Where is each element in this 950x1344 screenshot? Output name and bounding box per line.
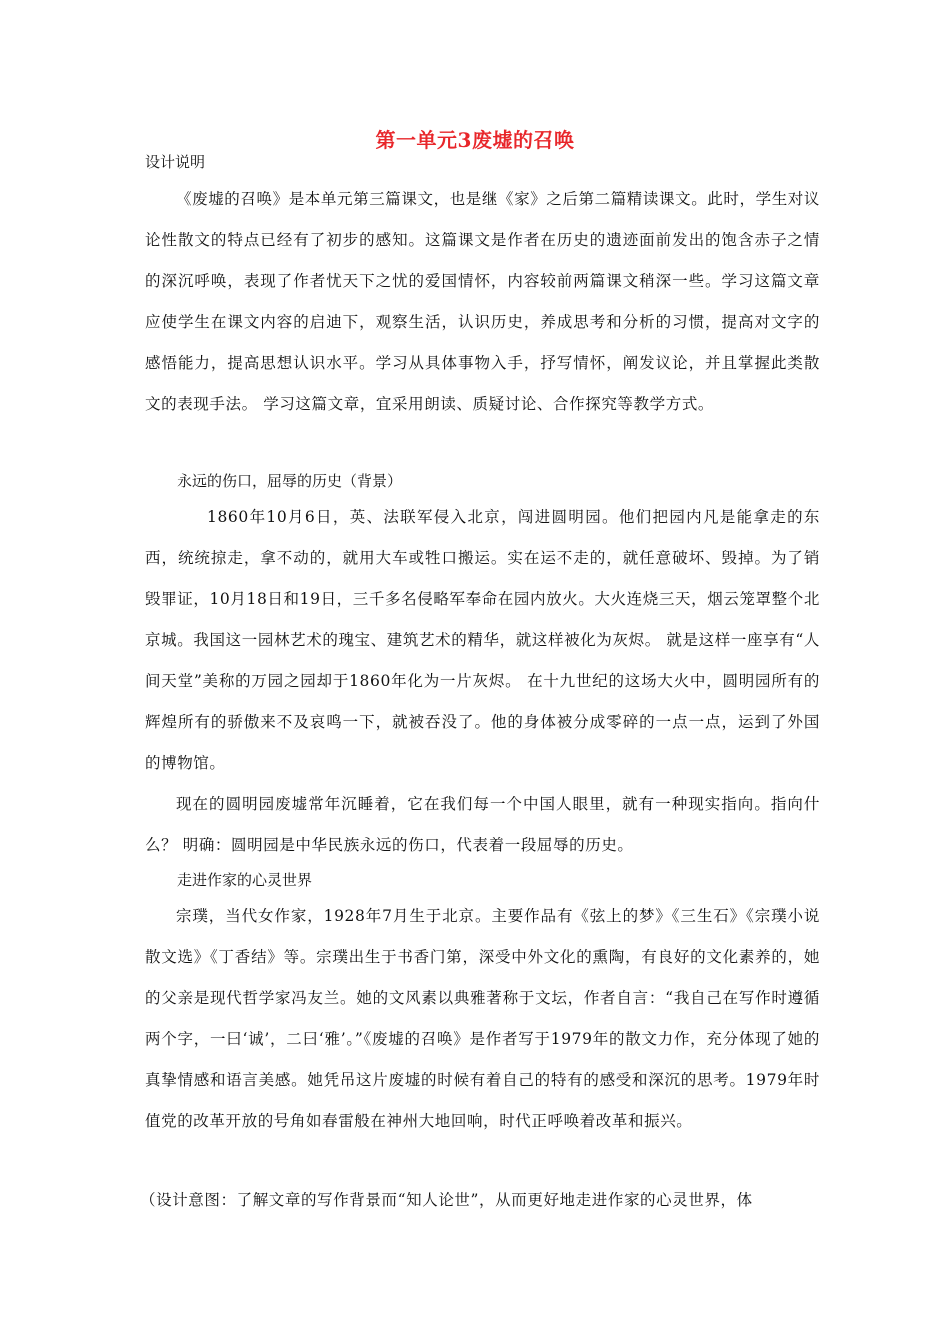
section-heading-design: 设计说明 bbox=[145, 153, 206, 171]
paragraph-author: 宗璞，当代女作家，1928年7月生于北京。主要作品有《弦上的梦》《三生石》《宗璞小说散文选》《丁香结》等。宗璞出生于书香门第，深受中外文化的熏陶，有良好的文化素养的，她的父亲是现代哲学家冯友兰。她的文风素以典雅著称于文坛，作者自言：“我自己在写作时遵循两个字，一曰‘诚’，二曰‘雅’。”《废墟的召唤》是作者写于1979年的散文力作，充分体现了她的真挚情感和语言美感。她凭吊这片废墟的时候有着自己的特有的感受和深沉的思考。1979年时值党的改革开放的号角如春雷般在神州大地回响，时代正呼唤着改革和振兴。 bbox=[145, 907, 820, 1130]
paragraph-present: 现在的圆明园废墟常年沉睡着，它在我们每一个中国人眼里，就有一种现实指向。指向什么？ 明确：圆明园是中华民族永远的伤口，代表着一段屈辱的历史。 bbox=[145, 795, 820, 854]
paragraph-design-intent: （设计意图：了解文章的写作背景而“知人论世”，从而更好地走进作家的心灵世界，体 bbox=[140, 1191, 753, 1209]
paragraph-history: 1860年10月6日，英、法联军侵入北京，闯进圆明园。他们把园内凡是能拿走的东西，统统掠走，拿不动的，就用大车或牲口搬运。实在运不走的，就任意破坏、毁掉。为了销毁罪证，10月18日和19日，三千多名侵略军奉命在园内放火。大火连烧三天，烟云笼罩整个北京城。我国这一园林艺术的瑰宝、建筑艺术的精华，就这样被化为灰烬。 就是这样一座享有“人间天堂”美称的万园之园却于1860年化为一片灰烬。 在十九世纪的这场大火中，圆明园所有的辉煌所有的骄傲来不及哀鸣一下，就被吞没了。他的身体被分成零碎的一点一点，运到了外国的博物馆。 bbox=[145, 508, 820, 772]
section-heading-author: 走进作家的心灵世界 bbox=[177, 871, 313, 889]
paragraph-design: 《废墟的召唤》是本单元第三篇课文，也是继《家》之后第二篇精读课文。此时，学生对议论性散文的特点已经有了初步的感知。这篇课文是作者在历史的遗迹面前发出的饱含赤子之情的深沉呼唤，表现了作者忧天下之忧的爱国情怀，内容较前两篇课文稍深一些。学习这篇文章应使学生在课文内容的启迪下，观察生活，认识历史，养成思考和分析的习惯，提高对文字的感悟能力，提高思想认识水平。学习从具体事物入手，抒写情怀，阐发议论，并且掌握此类散文的表现手法。 学习这篇文章，宜采用朗读、质疑讨论、合作探究等教学方式。 bbox=[145, 190, 821, 413]
document-title: 第一单元3废墟的召唤 bbox=[375, 128, 575, 152]
section-heading-background: 永远的伤口，屈辱的历史（背景） bbox=[177, 472, 403, 490]
